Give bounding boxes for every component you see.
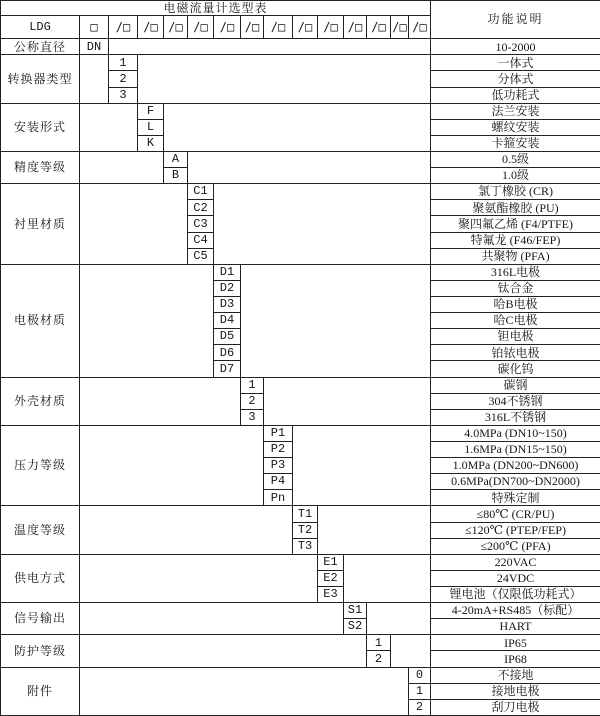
- function-cell: 316L不锈钢: [431, 409, 600, 425]
- model-prefix: LDG: [1, 16, 80, 39]
- code-cell: E2: [318, 570, 344, 586]
- code-cell: C2: [188, 200, 214, 216]
- function-cell: 不接地: [431, 667, 600, 683]
- code-cell: D4: [214, 313, 241, 329]
- table-row: [1, 635, 600, 651]
- filler-cell: [241, 264, 431, 377]
- function-cell: 1.0MPa (DN200~DN600): [431, 458, 600, 474]
- code-cell: K: [138, 135, 164, 151]
- code-cell: D3: [214, 297, 241, 313]
- code-cell: 1: [109, 55, 138, 71]
- function-cell: 0.6MPa(DN700~DN2000): [431, 474, 600, 490]
- group-label-pressure-rating: 压力等级: [1, 425, 80, 506]
- code-cell: 0: [409, 667, 431, 683]
- code-cell: 2: [109, 71, 138, 87]
- code-cell: D6: [214, 345, 241, 361]
- filler-cell: [164, 103, 431, 151]
- group-label-signal-output: 信号输出: [1, 603, 80, 635]
- filler-cell: [293, 425, 431, 506]
- function-cell: 10-2000: [431, 39, 600, 55]
- code-cell: 1: [241, 377, 264, 393]
- filler-cell: [367, 603, 431, 635]
- model-slot-box: /□: [214, 16, 241, 39]
- function-cell: ≤200℃ (PFA): [431, 538, 600, 554]
- function-cell: ≤80℃ (CR/PU): [431, 506, 600, 522]
- function-cell: 4.0MPa (DN10~150): [431, 425, 600, 441]
- code-cell: DN: [80, 39, 109, 55]
- model-slot-box: /□: [409, 16, 431, 39]
- function-cell: 哈B电极: [431, 297, 600, 313]
- table-row: [1, 506, 600, 522]
- function-cell: 1.0级: [431, 168, 600, 184]
- group-label-converter-type: 转换器类型: [1, 55, 80, 103]
- code-cell: 2: [367, 651, 391, 667]
- code-cell: B: [164, 168, 188, 184]
- function-cell: 特氟龙 (F46/FEP): [431, 232, 600, 248]
- filler-cell: [80, 506, 293, 554]
- group-label-protection-class: 防护等级: [1, 635, 80, 667]
- table-row: [1, 39, 600, 55]
- function-cell: 316L电极: [431, 264, 600, 280]
- filler-cell: [188, 152, 431, 184]
- filler-cell: [80, 603, 344, 635]
- table-row: [1, 603, 600, 619]
- page-title: 电磁流量计选型表: [1, 1, 431, 16]
- function-cell: 聚氨酯橡胶 (PU): [431, 200, 600, 216]
- filler-cell: [80, 667, 409, 715]
- filler-cell: [80, 635, 367, 667]
- filler-cell: [80, 103, 138, 151]
- code-cell: S2: [344, 619, 367, 635]
- table-row: [1, 55, 600, 71]
- function-cell: ≤120℃ (PTEP/FEP): [431, 522, 600, 538]
- model-slot-box: /□: [164, 16, 188, 39]
- code-cell: 3: [109, 87, 138, 103]
- function-cell: 特殊定制: [431, 490, 600, 506]
- code-cell: T2: [293, 522, 318, 538]
- function-cell: 碳化钨: [431, 361, 600, 377]
- function-cell: 低功耗式: [431, 87, 600, 103]
- code-cell: 2: [241, 393, 264, 409]
- group-label-power-supply: 供电方式: [1, 554, 80, 602]
- model-first-box: □: [80, 16, 109, 39]
- function-cell: 304不锈钢: [431, 393, 600, 409]
- code-cell: F: [138, 103, 164, 119]
- model-slot-box: /□: [188, 16, 214, 39]
- function-cell: IP65: [431, 635, 600, 651]
- filler-cell: [344, 554, 431, 602]
- filler-cell: [80, 377, 241, 425]
- filler-cell: [80, 425, 264, 506]
- table-row: [1, 184, 600, 200]
- code-cell: P4: [264, 474, 293, 490]
- code-cell: Pn: [264, 490, 293, 506]
- function-cell: 刮刀电极: [431, 699, 600, 715]
- filler-cell: [80, 554, 318, 602]
- model-slot-box: /□: [318, 16, 344, 39]
- code-cell: S1: [344, 603, 367, 619]
- function-cell: 分体式: [431, 71, 600, 87]
- function-cell: 220VAC: [431, 554, 600, 570]
- model-slot-box: /□: [391, 16, 409, 39]
- function-cell: 聚四氟乙烯 (F4/PTFE): [431, 216, 600, 232]
- code-cell: L: [138, 119, 164, 135]
- code-cell: A: [164, 152, 188, 168]
- model-slot-box: /□: [367, 16, 391, 39]
- filler-cell: [391, 635, 431, 667]
- code-cell: C1: [188, 184, 214, 200]
- code-cell: P2: [264, 441, 293, 457]
- function-cell: 1.6MPa (DN15~150): [431, 441, 600, 457]
- group-label-electrode-material: 电极材质: [1, 264, 80, 377]
- function-cell: 氯丁橡胶 (CR): [431, 184, 600, 200]
- model-slot-box: /□: [241, 16, 264, 39]
- function-cell: 共聚物 (PFA): [431, 248, 600, 264]
- group-label-temperature-rating: 温度等级: [1, 506, 80, 554]
- code-cell: 1: [409, 683, 431, 699]
- code-cell: D2: [214, 280, 241, 296]
- filler-cell: [80, 55, 109, 103]
- function-cell: IP68: [431, 651, 600, 667]
- table-row: [1, 1, 600, 16]
- function-cell: 24VDC: [431, 570, 600, 586]
- code-cell: P1: [264, 425, 293, 441]
- function-cell: HART: [431, 619, 600, 635]
- function-cell: 钛合金: [431, 280, 600, 296]
- function-cell: 钽电极: [431, 329, 600, 345]
- function-cell: 法兰安装: [431, 103, 600, 119]
- filler-cell: [80, 184, 188, 265]
- function-cell: 铂铱电极: [431, 345, 600, 361]
- table-row: [1, 667, 600, 683]
- table-row: [1, 377, 600, 393]
- group-label-liner-material: 衬里材质: [1, 184, 80, 265]
- code-cell: C3: [188, 216, 214, 232]
- group-label-accessories: 附件: [1, 667, 80, 715]
- table-row: [1, 264, 600, 280]
- model-slot-box: /□: [344, 16, 367, 39]
- table-row: [1, 554, 600, 570]
- code-cell: 1: [367, 635, 391, 651]
- code-cell: P3: [264, 458, 293, 474]
- code-cell: D5: [214, 329, 241, 345]
- model-slot-box: /□: [264, 16, 293, 39]
- table-row: [1, 103, 600, 119]
- filler-cell: [264, 377, 431, 425]
- group-label-nominal-diameter: 公称直径: [1, 39, 80, 55]
- code-cell: C4: [188, 232, 214, 248]
- function-cell: 卡箍安装: [431, 135, 600, 151]
- group-label-housing-material: 外壳材质: [1, 377, 80, 425]
- code-cell: D1: [214, 264, 241, 280]
- code-cell: 3: [241, 409, 264, 425]
- function-column-header: 功能说明: [431, 1, 600, 39]
- filler-cell: [80, 152, 164, 184]
- function-cell: 锂电池（仅限低功耗式）: [431, 586, 600, 602]
- filler-cell: [138, 55, 431, 103]
- function-cell: 碳钢: [431, 377, 600, 393]
- code-cell: E3: [318, 586, 344, 602]
- filler-cell: [318, 506, 431, 554]
- code-cell: E1: [318, 554, 344, 570]
- function-cell: 螺纹安装: [431, 119, 600, 135]
- table-row: [1, 425, 600, 441]
- model-slot-box: /□: [138, 16, 164, 39]
- group-label-accuracy-class: 精度等级: [1, 152, 80, 184]
- function-cell: 一体式: [431, 55, 600, 71]
- group-label-mounting-type: 安装形式: [1, 103, 80, 151]
- code-cell: C5: [188, 248, 214, 264]
- function-cell: 0.5级: [431, 152, 600, 168]
- code-cell: 2: [409, 699, 431, 715]
- code-cell: T1: [293, 506, 318, 522]
- function-cell: 4-20mA+RS485（标配）: [431, 603, 600, 619]
- function-cell: 哈C电极: [431, 313, 600, 329]
- filler-cell: [214, 184, 431, 265]
- model-slot-box: /□: [293, 16, 318, 39]
- model-slot-box: /□: [109, 16, 138, 39]
- filler-cell: [80, 264, 214, 377]
- table-row: [1, 152, 600, 168]
- code-cell: D7: [214, 361, 241, 377]
- filler-cell: [109, 39, 431, 55]
- function-cell: 接地电极: [431, 683, 600, 699]
- code-cell: T3: [293, 538, 318, 554]
